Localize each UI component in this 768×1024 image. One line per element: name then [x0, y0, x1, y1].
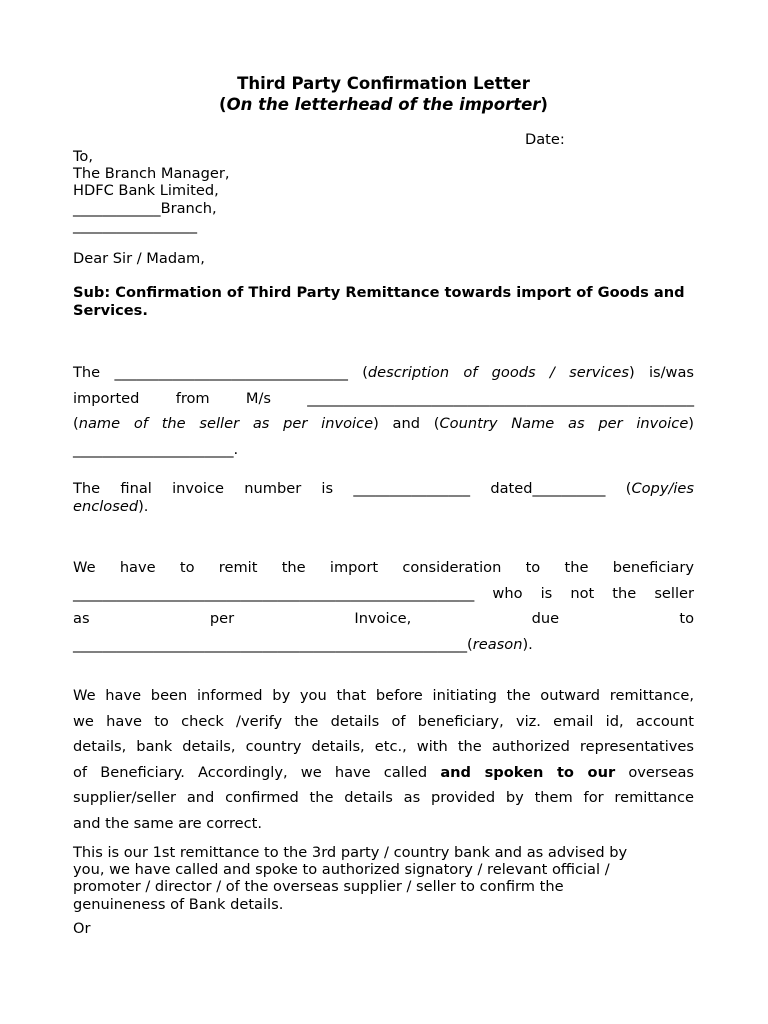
date-label: Date:: [525, 131, 565, 148]
word: as: [73, 610, 90, 628]
beneficiary-line-1: [73, 555, 694, 581]
goods-line-2: imported from M/s _____________________________________________________: [73, 389, 695, 407]
remittance-line-2: you, we have called and spoke to authorized signatory / relevant official /: [73, 861, 610, 879]
beneficiary-paragraph: [73, 555, 694, 658]
word: to: [525, 559, 541, 576]
word: per: [209, 610, 235, 628]
verification-line-4: of Beneficiary. Accordingly, we have called and spoken to our overseas: [73, 763, 695, 781]
verification-line-5: supplier/seller and confirmed the details as provided by them for remittance: [73, 789, 694, 807]
salutation: Dear Sir / Madam,: [73, 250, 205, 267]
invoice-line-2: enclosed).: [73, 497, 149, 515]
verification-line-3: details, bank details, country details, etc., with the authorized representatives: [73, 738, 694, 756]
letter-title: Third Party Confirmation Letter: [237, 74, 530, 93]
verification-line-2: we have to check /verify the details of beneficiary, viz. email id, account: [73, 712, 694, 730]
word: Invoice,: [354, 610, 412, 628]
beneficiary-line-2: _______________________________________________________ who is not the seller: [73, 584, 694, 602]
word: have: [119, 559, 156, 576]
verification-paragraph: [73, 683, 694, 837]
word: consideration: [402, 559, 502, 576]
address-to: To,: [73, 148, 94, 165]
goods-paragraph: [73, 360, 694, 462]
recipient-address: [73, 148, 230, 234]
word: the: [564, 559, 589, 576]
word: the: [281, 559, 306, 576]
address-blank: _________________: [73, 216, 198, 234]
invoice-paragraph: [73, 480, 694, 515]
letterhead-note: On the letterhead of the importer: [226, 95, 541, 114]
invoice-line-1: The final invoice number is ________________ dated__________ (Copy/ies: [73, 480, 695, 497]
word: beneficiary: [612, 559, 695, 576]
remittance-line-3: promoter / director / of the overseas supplier / seller to confirm the: [73, 878, 564, 896]
goods-line-4: ______________________.: [73, 440, 239, 458]
remittance-line-1: This is our 1st remittance to the 3rd party / country bank and as advised by: [73, 844, 628, 861]
remittance-line-4: genuineness of Bank details.: [73, 895, 284, 913]
address-branch: ____________Branch,: [73, 199, 217, 217]
word: import: [329, 559, 379, 576]
address-bank: HDFC Bank Limited,: [73, 182, 219, 200]
letter-subtitle: (On the letterhead of the importer): [219, 95, 548, 114]
goods-line-1: The ________________________________ (description of goods / services) is/was: [73, 364, 695, 381]
beneficiary-line-4: ______________________________________________________(reason).: [73, 636, 533, 654]
word: to: [679, 610, 695, 628]
word: due: [531, 610, 560, 628]
verification-line-6: and the same are correct.: [73, 814, 263, 832]
word: to: [179, 559, 195, 576]
word: We: [73, 559, 96, 576]
beneficiary-line-3: [73, 606, 694, 632]
word: remit: [218, 559, 258, 576]
subject-line: Sub: Confirmation of Third Party Remittance towards import of Goods and Services.: [73, 284, 685, 319]
verification-line-1: We have been informed by you that before initiating the outward remittance,: [73, 687, 694, 704]
first-remittance-paragraph: [73, 844, 694, 913]
goods-line-3: (name of the seller as per invoice) and (Country Name as per invoice): [73, 415, 694, 432]
address-manager: The Branch Manager,: [73, 165, 230, 183]
or-separator: Or: [73, 920, 91, 937]
